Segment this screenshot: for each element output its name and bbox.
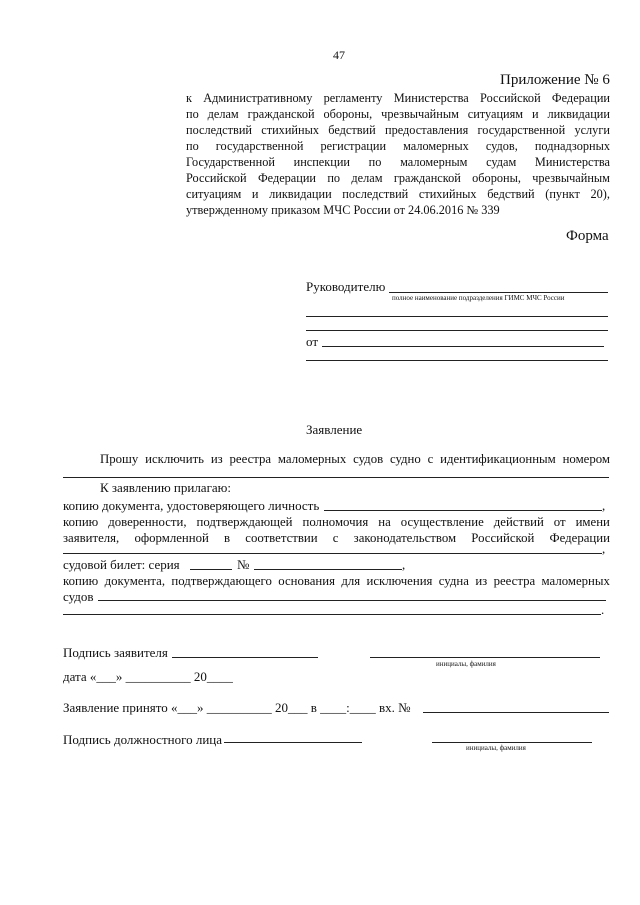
word: делам <box>351 171 383 185</box>
word: по <box>327 171 341 185</box>
accepted-label: Заявление принято «___» __________ 20___ в ____:____ вх. № <box>63 700 411 715</box>
word: реестра <box>493 574 536 588</box>
incoming-number-field[interactable] <box>423 712 609 713</box>
head-caption: полное наименование подразделения ГИМС МЧС России <box>392 294 565 302</box>
word: подтверждающего <box>171 574 272 588</box>
official-signature-field[interactable] <box>224 742 362 743</box>
appendix-line-6 <box>186 171 610 186</box>
word: по <box>186 107 199 121</box>
word: из <box>475 574 488 588</box>
appendix-title: Приложение № 6 <box>500 72 610 88</box>
date-field[interactable]: дата «___» __________ 20____ <box>63 669 233 684</box>
word: бедствий <box>487 187 535 201</box>
applicant-signature-label: Подпись заявителя <box>63 645 168 660</box>
word: по <box>186 139 199 153</box>
applicant-initials-field[interactable] <box>370 657 600 658</box>
word: стихийных <box>418 187 477 201</box>
ticket-number-field[interactable] <box>254 569 402 570</box>
head-name-field[interactable] <box>389 292 608 293</box>
basis-line-2: судов <box>63 589 94 604</box>
identity-doc-label: копию документа, удостоверяющего личность <box>63 498 320 513</box>
word: идентификационным <box>440 452 556 466</box>
word: соответствии <box>245 531 318 545</box>
appendix-line-3 <box>186 123 610 138</box>
word: номером <box>562 452 610 466</box>
basis-field-line-2[interactable] <box>63 614 601 615</box>
word: Российской <box>186 171 247 185</box>
applicant-signature-field[interactable] <box>172 657 318 658</box>
word: к <box>186 91 192 105</box>
word: на <box>378 515 391 529</box>
word: регистрации <box>320 139 387 153</box>
word: судам <box>486 155 517 169</box>
word: исключения <box>366 574 433 588</box>
word: в <box>224 531 231 545</box>
word: по <box>368 155 382 169</box>
appendix-line-5 <box>186 155 610 170</box>
appendix-line-2 <box>186 107 610 122</box>
vessel-id-field[interactable] <box>63 477 609 478</box>
addressee-line-1[interactable] <box>306 316 608 317</box>
word: услуги <box>574 123 610 137</box>
word: для <box>341 574 361 588</box>
word: бедствий <box>328 123 376 137</box>
word: полномочия <box>302 515 369 529</box>
word: основания <box>278 574 336 588</box>
word: государственной <box>477 123 566 137</box>
word: действий <box>493 515 544 529</box>
word: (пункт <box>545 187 580 201</box>
word: Федерации <box>549 531 610 545</box>
word: ситуациям <box>467 107 524 121</box>
ticket-series-label: судовой билет: серия <box>63 557 180 572</box>
word: чрезвычайным <box>532 171 610 185</box>
poa-line-2 <box>63 531 610 546</box>
word: судно <box>389 452 421 466</box>
word: копию <box>63 515 99 529</box>
word: чрезвычайным <box>381 107 459 121</box>
poa-end: , <box>602 541 606 556</box>
word: реестра <box>229 452 272 466</box>
word: исключить <box>145 452 205 466</box>
basis-end: . <box>601 602 605 617</box>
page-number: 47 <box>333 48 345 62</box>
word: заявителя, <box>63 531 120 545</box>
word: маломерных <box>541 574 610 588</box>
word: гражданской <box>393 171 461 185</box>
word: предоставления <box>385 123 469 137</box>
attach-intro: К заявлению прилагаю: <box>100 480 232 495</box>
word: Административному <box>203 91 313 105</box>
appendix-line-8: утвержденному приказом МЧС России от 24.06.2016 № 339 <box>186 203 500 217</box>
word: Министерства <box>393 91 469 105</box>
official-initials-field[interactable] <box>432 742 592 743</box>
word: Федерации <box>551 91 610 105</box>
word: имени <box>575 515 610 529</box>
official-signature-label: Подпись должностного лица <box>63 732 223 747</box>
word: делам <box>207 107 239 121</box>
word: из <box>210 452 223 466</box>
word: регламенту <box>323 91 383 105</box>
word: оформленной <box>134 531 209 545</box>
word: последствий <box>342 187 409 201</box>
word: копию <box>63 574 99 588</box>
appendix-line-7 <box>186 187 610 202</box>
basis-field[interactable] <box>98 600 606 601</box>
word: осуществление <box>400 515 484 529</box>
word: стихийных <box>261 123 319 137</box>
word: Прошу <box>100 452 139 466</box>
poa-field[interactable] <box>63 553 602 554</box>
appendix-line-4 <box>186 139 610 154</box>
word: Государственной <box>186 155 275 169</box>
addressee-line-2[interactable] <box>306 330 608 331</box>
word: Федерации <box>257 171 317 185</box>
request-text <box>100 452 610 467</box>
word: с <box>427 452 434 466</box>
identity-doc-field[interactable] <box>324 510 602 511</box>
statement-title: Заявление <box>306 422 363 437</box>
word: Российской <box>480 91 541 105</box>
word: с <box>332 531 339 545</box>
word: 20), <box>590 187 610 201</box>
word: ситуациям <box>186 187 242 201</box>
from-field[interactable] <box>322 346 604 347</box>
word: судов <box>353 452 384 466</box>
word: судна <box>438 574 469 588</box>
initials-caption-2: инициалы, фамилия <box>466 744 526 752</box>
appendix-line-1 <box>186 91 610 106</box>
word: ликвидации <box>269 187 332 201</box>
word: и <box>251 187 259 201</box>
from-field-line-2[interactable] <box>306 360 608 361</box>
word: маломерных <box>277 452 347 466</box>
ticket-series-field[interactable] <box>190 569 232 570</box>
basis-line-1 <box>63 574 610 589</box>
word: государственной <box>215 139 304 153</box>
head-label: Руководителю <box>306 279 386 294</box>
word: документа, <box>104 574 166 588</box>
from-label: от <box>306 334 319 349</box>
form-label: Форма <box>566 228 609 244</box>
word: последствий <box>186 123 252 137</box>
word: ликвидации <box>547 107 610 121</box>
poa-line-1 <box>63 515 610 530</box>
word: Министерства <box>534 155 610 169</box>
word: инспекции <box>293 155 350 169</box>
word: обороны, <box>323 107 373 121</box>
word: доверенности, <box>108 515 187 529</box>
ticket-number-label: № <box>237 557 250 572</box>
word: Российской <box>471 531 535 545</box>
word: и <box>531 107 539 121</box>
initials-caption: инициалы, фамилия <box>436 660 496 668</box>
word: поднадзорных <box>534 139 610 153</box>
word: маломерным <box>400 155 468 169</box>
word: маломерных <box>403 139 469 153</box>
word: подтверждающей <box>196 515 293 529</box>
word: законодательством <box>353 531 457 545</box>
word: судов, <box>485 139 518 153</box>
identity-doc-end: , <box>602 498 606 513</box>
ticket-end: , <box>402 557 406 572</box>
word: от <box>553 515 566 529</box>
word: обороны, <box>472 171 521 185</box>
word: гражданской <box>247 107 315 121</box>
